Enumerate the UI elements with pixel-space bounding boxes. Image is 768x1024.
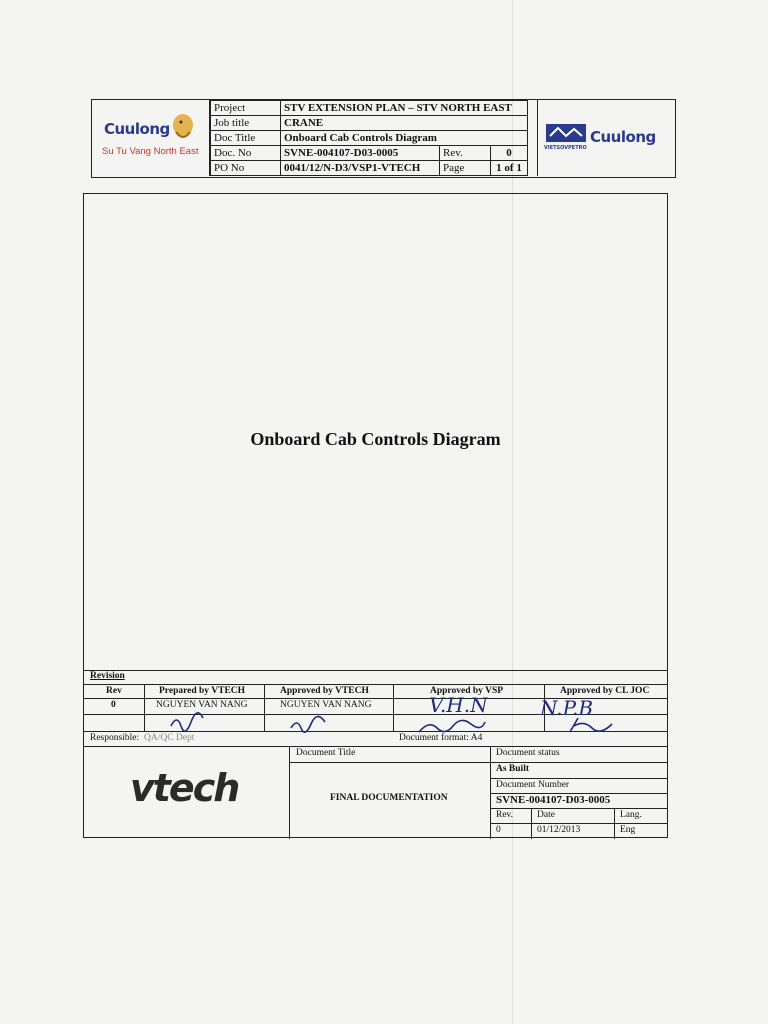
document-status-value: As Built (496, 764, 529, 774)
document-status-label: Document status (496, 748, 560, 758)
footer-rev-label: Rev. (496, 810, 514, 820)
document-header (91, 99, 676, 178)
job-title-value: CRANE (281, 116, 528, 131)
document-title-label: Document Title (296, 748, 356, 758)
revision-label: Revision (90, 671, 125, 681)
job-title-label: Job title (211, 116, 281, 131)
lion-icon (170, 112, 196, 142)
header-info-table (210, 100, 528, 176)
footer-lang-value: Eng (620, 825, 636, 835)
page-label: Page (440, 161, 491, 176)
header-row-docno (211, 146, 528, 161)
rev-value: 0 (111, 700, 116, 710)
po-no-label: PO No (211, 161, 281, 176)
header-row-po (211, 161, 528, 176)
vietsovpetro-cuulong-logo (537, 100, 675, 176)
header-row-doctitle (211, 131, 528, 146)
cuulong-stv-logo (92, 100, 210, 176)
doc-no-label: Doc. No (211, 146, 281, 161)
vtech-logo: vtech (130, 766, 239, 810)
approved-cljoc-header: Approved by CL JOC (560, 686, 650, 696)
cljoc-signature (564, 714, 624, 738)
approved-vtech-header: Approved by VTECH (280, 686, 369, 696)
document-number-value: SVNE-004107-D03-0005 (496, 794, 611, 806)
responsible-value: QA/QC Dept (144, 733, 195, 743)
prepared-by-name: NGUYEN VAN NANG (156, 700, 248, 710)
document-format: Document format: A4 (399, 733, 483, 743)
page-title: Onboard Cab Controls Diagram (250, 429, 501, 449)
approved-vtech-name: NGUYEN VAN NANG (280, 700, 372, 710)
document-title-value: FINAL DOCUMENTATION (330, 793, 448, 803)
project-value: STV EXTENSION PLAN – STV NORTH EAST (281, 101, 528, 116)
responsible-label: Responsible: (90, 733, 140, 743)
cljoc-signature-initials: N.P.B (540, 696, 594, 720)
prepared-signature (169, 712, 209, 734)
doc-no-value: SVNE-004107-D03-0005 (281, 146, 440, 161)
prepared-col-header: Prepared by VTECH (159, 686, 246, 696)
main-drawing-frame (83, 193, 668, 838)
approved-vsp-header: Approved by VSP (430, 686, 504, 696)
left-logo-text: Cuulong (104, 120, 170, 138)
rev-label: Rev. (440, 146, 491, 161)
footer-date-label: Date (537, 810, 555, 820)
po-no-value: 0041/12/N-D3/VSP1-VTECH (281, 161, 440, 176)
doc-title-value: Onboard Cab Controls Diagram (281, 131, 528, 146)
footer-date-value: 01/12/2013 (537, 825, 581, 835)
vsp-signature-initials: V.H.N (429, 693, 488, 717)
doc-title-label: Doc Title (211, 131, 281, 146)
header-row-job (211, 116, 528, 131)
right-logo-subtitle: VIETSOVPETRO (544, 145, 587, 151)
footer-lang-label: Lang. (620, 810, 642, 820)
document-number-label: Document Number (496, 780, 570, 790)
right-logo-text: Cuulong (590, 128, 656, 146)
header-row-project (211, 101, 528, 116)
page-value: 1 of 1 (491, 161, 528, 176)
left-logo-subtitle: Su Tu Vang North East (102, 146, 199, 157)
rev-col-header: Rev (106, 686, 122, 696)
approved-vtech-signature (289, 714, 329, 736)
project-label: Project (211, 101, 281, 116)
rev-value: 0 (491, 146, 528, 161)
footer-rev-value: 0 (496, 825, 501, 835)
